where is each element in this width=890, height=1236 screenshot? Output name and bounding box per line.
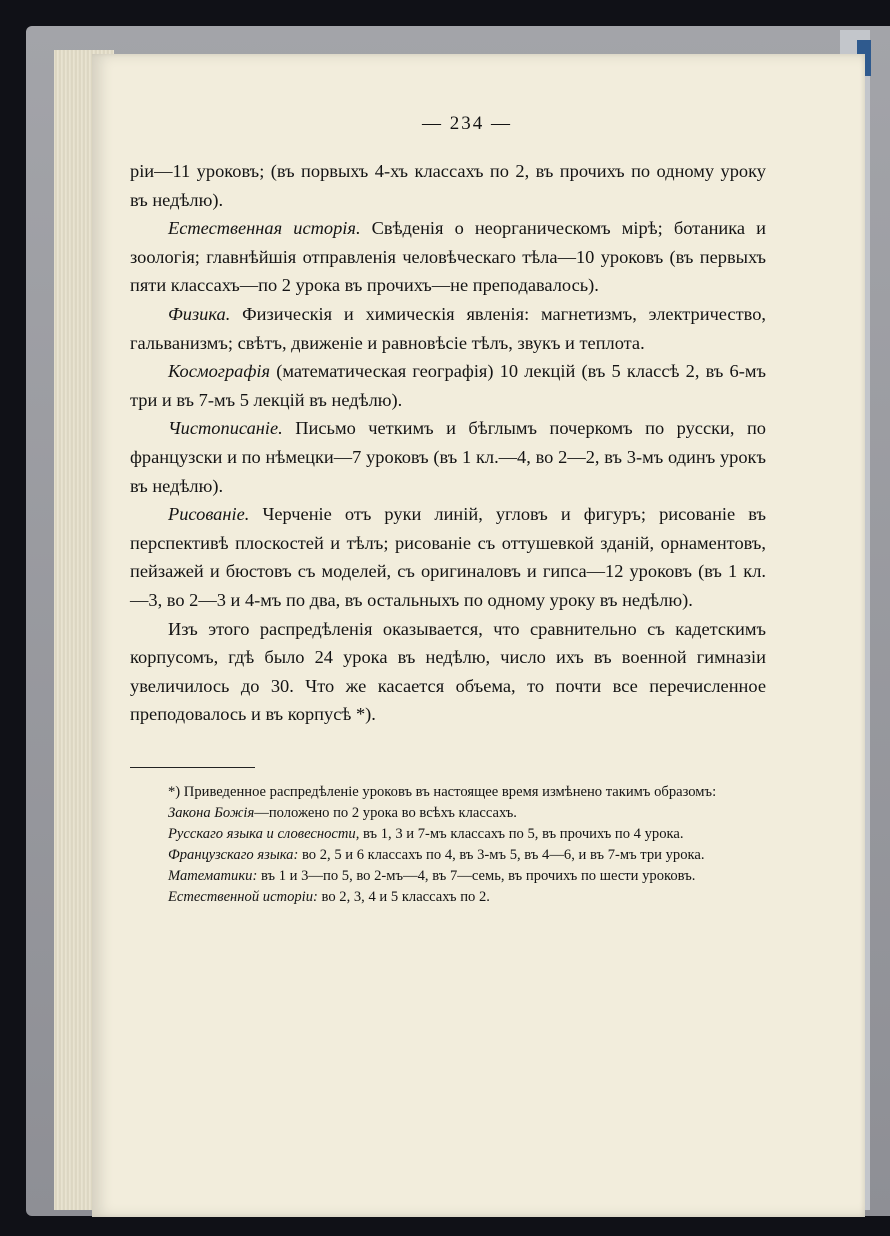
footnotes	[130, 782, 766, 908]
footnote-subject: Естественной исторіи:	[168, 888, 318, 905]
footnote-subject: Математики:	[168, 867, 258, 884]
page-number: — 234 —	[422, 113, 512, 134]
footnote-text: во 2, 5 и 6 классахъ по 4, въ 3-мъ 5, въ 4—6, и въ 7-мъ три урока.	[301, 846, 705, 863]
footnote	[130, 824, 766, 845]
footnote	[130, 845, 766, 866]
footnote-text: въ 1, 3 и 7-мъ классахъ по 5, въ прочихъ по 4 урока.	[363, 825, 684, 842]
subject-heading: Космографія	[168, 361, 271, 382]
paragraph	[130, 414, 766, 500]
paragraph-text: Физическія и химическія явленія: магнетизмъ, электричество, гальванизмъ; свѣтъ, движеніе и равновѣсіе тѣлъ, звукъ и теплота.	[130, 303, 766, 353]
footnote	[130, 887, 766, 908]
paragraph-text: Изъ этого распредѣленія оказывается, что сравнительно съ кадетскимъ корпусомъ, гдѣ было 24 урока въ недѣлю, число ихъ въ военной гимназіи увеличилось до 30. Что же касается объема, то почти все перечисленное преподовалось и въ корпусѣ *).	[130, 618, 766, 725]
footnote-subject: Закона Божія	[168, 804, 255, 821]
paragraph-text: Письмо четкимъ и бѣглымъ почеркомъ по русски, по французски и по нѣмецки—7 уроковъ (въ 1 кл.—4, во 2—2, въ 3-мъ одинъ урокъ въ недѣлю).	[130, 418, 766, 496]
footnote-text: *) Приведенное распредѣленіе уроковъ въ настоящее время измѣнено такимъ образомъ:	[168, 783, 717, 800]
footnote-text: въ 1 и 3—по 5, во 2-мъ—4, въ 7—семь, въ прочихъ по шести уроковъ.	[261, 867, 696, 884]
paragraph-text: Черченіе отъ руки линій, угловъ и фигуръ; рисованіе въ перспективѣ плоскостей и тѣлъ; рисованіе съ оттушевкой зданій, орнаментовъ, пейзажей и бюстовъ съ моделей, съ оригиналовъ и гипса—12 уроковъ (въ 1 кл.—3, во 2—3 и 4-мъ по два, въ остальныхъ по одному уроку въ недѣлю).	[130, 504, 766, 610]
footnote	[130, 866, 766, 887]
footnote-subject: Русскаго языка и словесности,	[168, 825, 360, 842]
footnote-text: —положено по 2 урока во всѣхъ классахъ.	[254, 804, 517, 821]
footnote-separator	[130, 767, 255, 768]
subject-heading: Естественная исторія.	[168, 218, 361, 239]
subject-heading: Рисованіе.	[168, 504, 250, 525]
paragraph	[130, 615, 766, 729]
paragraph	[130, 157, 766, 214]
footnote-subject: Французскаго языка:	[168, 846, 299, 863]
paragraph	[130, 500, 766, 614]
paragraph	[130, 214, 766, 300]
subject-heading: Физика.	[168, 303, 231, 324]
paragraph-text: Свѣденія о неорганическомъ мірѣ; ботаника и зоологія; главнѣйшія отправленія человѣческаго тѣла—10 уроковъ (въ первыхъ пяти классахъ—по 2 урока въ прочихъ—не преподавалось).	[130, 218, 766, 296]
footnote	[130, 782, 766, 803]
page-content	[130, 113, 766, 908]
footnote	[130, 803, 766, 824]
paragraph-text: ріи—11 уроковъ; (въ порвыхъ 4-хъ классахъ по 2, въ прочихъ по одному уроку въ недѣлю).	[130, 161, 766, 210]
footnote-text: во 2, 3, 4 и 5 классахъ по 2.	[321, 888, 490, 905]
subject-heading: Чистописаніе.	[168, 418, 283, 439]
paragraph-text: (математическая географія) 10 лекцій (въ 5 классѣ 2, въ 6-мъ три и въ 7-мъ 5 лекцій въ недѣлю).	[130, 361, 766, 410]
paragraph	[130, 300, 766, 357]
paragraph	[130, 357, 766, 414]
body-text	[130, 157, 766, 729]
